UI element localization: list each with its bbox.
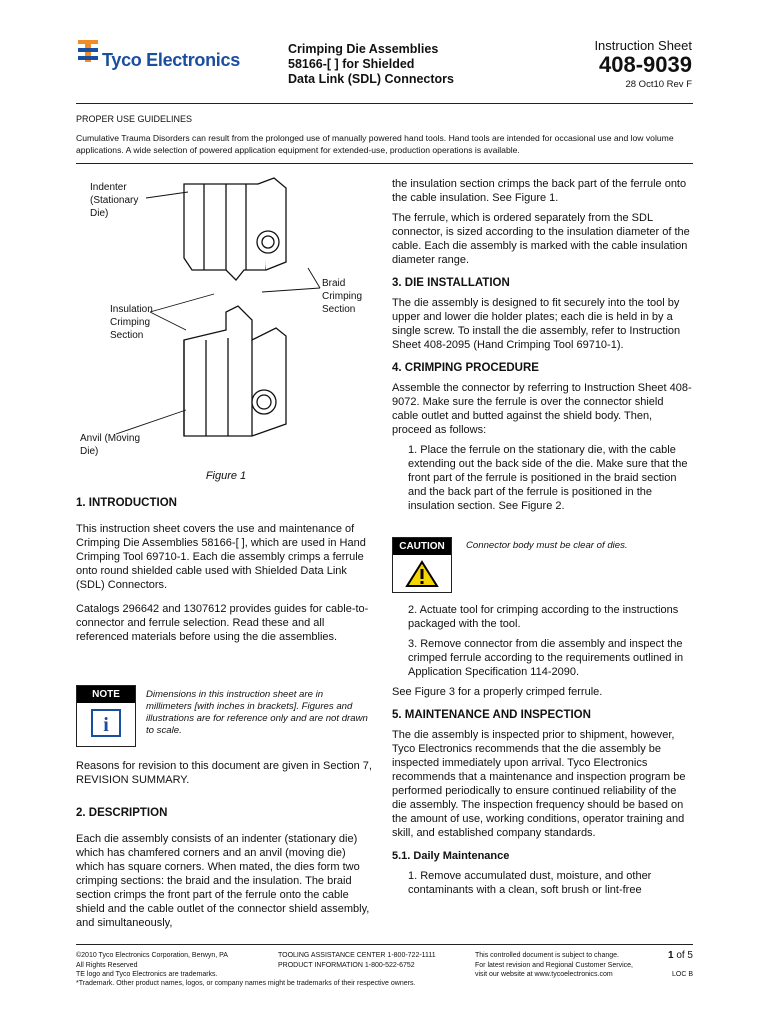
crimping-figure-3-ref: See Figure 3 for a properly crimped ferrule. [392, 686, 603, 698]
daily-maintenance-step-1: 1. Remove accumulated dust, moisture, and other contaminants with a clean, soft brush or lint-free [408, 870, 652, 896]
caution-text: Connector body must be clear of dies. [466, 540, 628, 551]
caution-box [392, 537, 452, 593]
description-section [76, 806, 376, 936]
description-paragraph-3: The ferrule, which is ordered separately from the SDL connector, is sized according to the insulation diameter of the cable. Each die assembly is marked with the cable insulation diameter range. [392, 212, 690, 266]
label-anvil: Anvil (Moving Die) [80, 433, 141, 457]
footer-contacts [278, 951, 478, 970]
footer-controlled-doc: This controlled document is subject to change. For latest revision and Regional Customer Service, visit our website at www.tycoelectronics.com [475, 951, 655, 980]
installation-heading: 3. DIE INSTALLATION [392, 277, 510, 289]
anvil-die [184, 306, 286, 436]
footer-trademark-note: *Trademark. Other product names, logos, or company names might be trademarks of their respective owners. [76, 980, 416, 987]
header-rule [76, 103, 693, 104]
description-paragraph-1: Each die assembly consists of an indenter (stationary die) which has chamfered corners and an anvil (moving die) which has square corners. When mated, the dies form two crimping sections: the braid and the insulation. The braid section crimps the front part of the ferrule onto the cable shield and the cable outlet of the connector shield assembly, and simultaneously, [76, 833, 370, 929]
guidelines-text: Cumulative Trauma Disorders can result from the prolonged use of manually powered hand tools. Hand tools are intended for occasional use and low volume applications. A wide selection of powered application equipment for extended-use, production operations is available. [76, 133, 674, 155]
footer-loc: LOC B [671, 971, 693, 978]
document-title: Crimping Die Assemblies 58166-[ ] for Shielded Data Link (SDL) Connectors [288, 42, 454, 86]
label-insulation-crimping-section: Insulation Crimping Section [110, 304, 153, 341]
note-text: Dimensions in this instruction sheet are in millimeters [with inches in brackets]. Figures and illustrations are for reference only and are not drawn to scale. [146, 689, 368, 736]
revision-text: Reasons for revision to this document are given in Section 7, REVISION SUMMARY. [76, 760, 372, 786]
description-heading: 2. DESCRIPTION [76, 807, 168, 819]
introduction-section [76, 496, 376, 650]
daily-maintenance-heading: 5.1. Daily Maintenance [392, 850, 510, 862]
info-icon [91, 709, 121, 737]
doc-number: 408-9039 [599, 52, 692, 77]
label-indenter: Indenter (Stationary Die) [90, 182, 139, 219]
tyco-logo-icon [76, 38, 100, 64]
introduction-paragraph-1: This instruction sheet covers the use and maintenance of Crimping Die Assemblies 58166-[ ], which are used in Hand Crimping Tool 69710-1. Each die assembly crimps a ferrule onto round shielded cable used with Shielded Data Link (SDL) Connectors. [76, 523, 366, 591]
footer-website: visit our website at www.tycoelectronics.com [475, 971, 613, 978]
note-label: NOTE [77, 686, 135, 703]
description-paragraph-2: the insulation section crimps the back part of the ferrule onto the cable insulation. See Figure 1. [392, 178, 687, 204]
warning-icon [405, 560, 439, 588]
footer-copyright: ©2010 Tyco Electronics Corporation, Berwyn, PA [76, 952, 228, 959]
maintenance-heading: 5. MAINTENANCE AND INSPECTION [392, 709, 591, 721]
crimping-step-1: 1. Place the ferrule on the stationary die, with the cable extending out the back side of the die. Make sure that the front part of the ferrule is positioned in the braid section and the back part of the ferrule is positioned in the insulation section. See Figure 2. [408, 444, 688, 512]
note-box [76, 685, 136, 747]
crimping-step-2: 2. Actuate tool for crimping according to the instructions packaged with the tool. [408, 604, 679, 630]
label-braid-crimping-section: Braid Crimping Section [322, 278, 363, 315]
company-logo-text: Tyco Electronics [102, 50, 240, 70]
svg-text:i: i [103, 714, 109, 736]
crimping-paragraph: Assemble the connector by referring to Instruction Sheet 408-9072. Make sure the ferrule is over the connector shield cable outlet and butted against the shield body. Then, proceed as follows: [392, 382, 692, 436]
footer-product-information: PRODUCT INFORMATION 1-800-522-6752 [278, 961, 415, 969]
figure-1-caption: Figure 1 [205, 470, 247, 482]
footer-rule [76, 944, 693, 945]
introduction-paragraph-2: Catalogs 296642 and 1307612 provides guides for cable-to-connector and ferrule selection. Read these and all referenced materials before using the die assemblies. [76, 603, 369, 643]
guidelines-rule [76, 163, 693, 164]
footer-page-number: 1 of 5 [667, 950, 693, 961]
doc-date-revision: 28 Oct10 Rev F [625, 79, 692, 90]
footer-te-trademark: TE logo and Tyco Electronics are trademarks. [76, 971, 218, 978]
maintenance-paragraph: The die assembly is inspected prior to shipment, however, Tyco Electronics recommends that the die assembly be inspected immediately upon arrival. Tyco Electronics recommends that a maintenance and inspection program be performed periodically to ensure continued reliability of the die assembly. The inspection frequency should be based on the amount of use, working conditions, operator training and skill, and established company standards. [392, 729, 686, 839]
right-column-lower [392, 603, 692, 903]
crimping-heading: 4. CRIMPING PROCEDURE [392, 362, 539, 374]
footer-rights: All Rights Reserved [76, 961, 138, 969]
indenter-die [184, 184, 266, 280]
right-column [392, 177, 692, 519]
doc-type-label: Instruction Sheet [594, 38, 692, 53]
caution-label: CAUTION [393, 538, 451, 555]
footer-copyright-block [76, 951, 296, 980]
footer-tooling-assistance: TOOLING ASSISTANCE CENTER 1-800-722-1111 [278, 952, 436, 959]
crimping-step-3: 3. Remove connector from die assembly and inspect the crimped ferrule according to the requirements outlined in Application Specification 114-2090. [408, 638, 684, 678]
installation-paragraph: The die assembly is designed to fit securely into the tool by upper and lower die holder plates; each die is held in by a single screw. To install the die assembly, refer to Instruction Sheet 408-2095 (Hand Crimping Tool 69710-1). [392, 297, 681, 351]
guidelines-heading: PROPER USE GUIDELINES [76, 114, 193, 124]
revision-note [76, 759, 376, 793]
introduction-heading: 1. INTRODUCTION [76, 497, 177, 509]
